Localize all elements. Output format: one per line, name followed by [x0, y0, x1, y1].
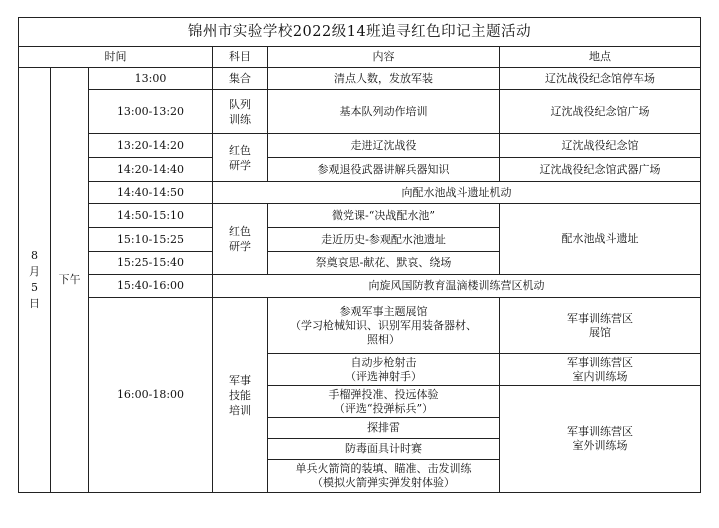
transfer-cell: 向旋风国防教育温滴楼训练营区机动 — [213, 275, 701, 298]
content-cell: 清点人数，发放军装 — [268, 68, 500, 90]
schedule-table — [18, 17, 701, 493]
location-cell: 辽沈战役纪念馆 — [500, 134, 701, 158]
content-cell: 微党课-“决战配水池” — [268, 204, 500, 228]
header-location: 地点 — [500, 47, 701, 68]
subject-cell — [213, 204, 268, 275]
header-row — [19, 47, 701, 68]
content-cell: 手榴弹投准、投远体验 （评选“投弹标兵”） — [268, 386, 500, 418]
table-row — [19, 158, 701, 182]
content-cell: 探排雷 — [268, 418, 500, 439]
schedule-sheet — [18, 17, 700, 518]
table-row — [19, 182, 701, 204]
location-cell: 辽沈战役纪念馆武器广场 — [500, 158, 701, 182]
title-row — [19, 18, 701, 47]
page-title: 锦州市实验学校2022级14班追寻红色印记主题活动 — [19, 18, 701, 47]
table-row — [19, 134, 701, 158]
subject-label: 军事技能培训 — [228, 373, 251, 417]
date-label: 8月5日 — [29, 249, 40, 310]
content-cell: 基本队列动作培训 — [268, 90, 500, 134]
subject-label: 红色研学 — [228, 143, 251, 172]
location-cell: 军事训练营区 展馆 — [500, 298, 701, 354]
date-cell — [19, 68, 51, 493]
content-cell: 参观退役武器讲解兵器知识 — [268, 158, 500, 182]
subject-label: 红色研学 — [228, 225, 251, 253]
transfer-cell: 向配水池战斗遗址机动 — [213, 182, 701, 204]
location-cell: 军事训练营区 室外训练场 — [500, 386, 701, 493]
header-content: 内容 — [268, 47, 500, 68]
content-cell: 走进辽沈战役 — [268, 134, 500, 158]
time-cell: 13:20-14:20 — [89, 134, 213, 158]
subject-cell — [213, 134, 268, 182]
time-cell: 15:40-16:00 — [89, 275, 213, 298]
table-row — [19, 298, 701, 354]
header-subject: 科目 — [213, 47, 268, 68]
location-cell: 军事训练营区 室内训练场 — [500, 354, 701, 386]
location-cell: 辽沈战役纪念馆广场 — [500, 90, 701, 134]
content-cell: 祭奠哀思-献花、默哀、绕场 — [268, 252, 500, 275]
table-row — [19, 275, 701, 298]
subject-cell — [213, 90, 268, 134]
time-cell: 14:20-14:40 — [89, 158, 213, 182]
time-cell: 15:10-15:25 — [89, 228, 213, 252]
content-cell: 走近历史-参观配水池遗址 — [268, 228, 500, 252]
time-cell: 15:25-15:40 — [89, 252, 213, 275]
location-cell: 配水池战斗遗址 — [500, 204, 701, 275]
subject-cell: 集合 — [213, 68, 268, 90]
period-cell: 下午 — [51, 68, 89, 493]
table-row — [19, 90, 701, 134]
content-cell: 防毒面具计时赛 — [268, 439, 500, 460]
table-row — [19, 204, 701, 228]
table-row — [19, 68, 701, 90]
content-cell: 参观军事主题展馆 （学习枪械知识、识别军用装备器材、 照相） — [268, 298, 500, 354]
time-cell: 13:00-13:20 — [89, 90, 213, 134]
content-cell: 单兵火箭筒的装填、瞄准、击发训练 （模拟火箭弹实弹发射体验） — [268, 460, 500, 493]
header-time: 时间 — [19, 47, 213, 68]
time-cell: 14:50-15:10 — [89, 204, 213, 228]
time-cell: 13:00 — [89, 68, 213, 90]
subject-label: 队列训练 — [228, 97, 251, 126]
time-cell: 14:40-14:50 — [89, 182, 213, 204]
content-cell: 自动步枪射击 （评选神射手） — [268, 354, 500, 386]
subject-cell — [213, 298, 268, 493]
time-cell: 16:00-18:00 — [89, 298, 213, 493]
location-cell: 辽沈战役纪念馆停车场 — [500, 68, 701, 90]
